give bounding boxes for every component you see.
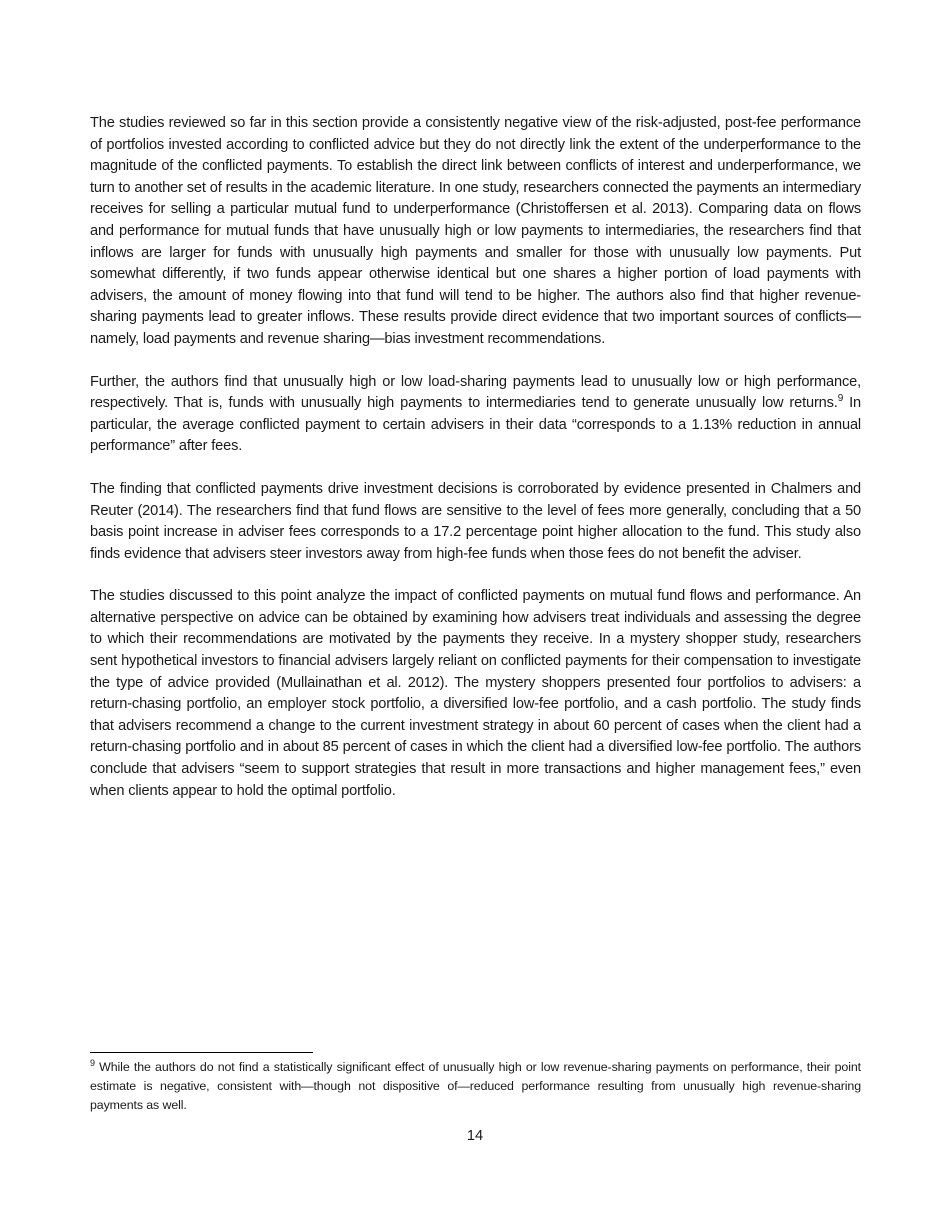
footnote-divider	[90, 1052, 313, 1053]
paragraph-2-text-before: Further, the authors find that unusually high or low load-sharing payments lead to unusually low or high performance, respectively. That is, funds with unusually high payments to intermediaries tend to generate unusually low returns.	[90, 373, 861, 412]
footnote-number: 9	[90, 1058, 95, 1068]
footnote-text: While the authors do not find a statistically significant effect of unusually high or low revenue-sharing payments on performance, their point estimate is negative, consistent with—though not dispositive of—reduced performance resulting from unusually high revenue-sharing payments as well.	[90, 1060, 861, 1112]
paragraph-2-text-after: In particular, the average conflicted payment to certain advisers in their data “corresponds to a 1.13% reduction in annual performance” after fees.	[90, 395, 862, 455]
paragraph-2	[90, 372, 861, 458]
paragraph-4: The studies discussed to this point analyze the impact of conflicted payments on mutual fund flows and performance. An alternative perspective on advice can be obtained by examining how advisers treat individuals and assessing the degree to which their recommendations are motivated by the payments they receive. In a mystery shopper study, researchers sent hypothetical investors to financial advisers largely reliant on conflicted payments for their compensation to investigate the type of advice provided (Mullainathan et al. 2012). The mystery shoppers presented four portfolios to advisers: a return-chasing portfolio, an employer stock portfolio, a diversified low-fee portfolio, and a cash portfolio. The study finds that advisers recommend a change to the current investment strategy in about 60 percent of cases when the client had a return-chasing portfolio and in about 85 percent of cases in which the client had a diversified low-fee portfolio. The authors conclude that advisers “seem to support strategies that result in more transactions and higher management fees,” even when clients appear to hold the optimal portfolio.	[90, 588, 861, 799]
page-number: 14	[466, 1128, 484, 1144]
footnote-reference[interactable]: 9	[837, 393, 844, 405]
paragraph-1: The studies reviewed so far in this section provide a consistently negative view of the risk-adjusted, post-fee performance of portfolios invested according to conflicted advice but they do not directly link the extent of the underperformance to the magnitude of the conflicted payments. To establish the direct link between conflicts of interest and underperformance, we turn to another set of results in the academic literature. In one study, researchers connected the payments an intermediary receives for selling a particular mutual fund to underperformance (Christoffersen et al. 2013). Comparing data on flows and performance for mutual funds that have unusually high or low payments to intermediaries, the researchers find that inflows are larger for funds with unusually high payments and smaller for those with unusually low payments. Put somewhat differently, if two funds appear otherwise identical but one shares a higher portion of load payments with advisers, the amount of money flowing into that fund will tend to be higher. The authors also find that higher revenue-sharing payments lead to greater inflows. These results provide direct evidence that two important sources of conflicts—namely, load payments and revenue sharing—bias investment recommendations.	[90, 115, 861, 347]
paragraph-3: The finding that conflicted payments drive investment decisions is corroborated by evidence presented in Chalmers and Reuter (2014). The researchers find that fund flows are sensitive to the level of fees more generally, concluding that a 50 basis point increase in adviser fees corresponds to a 17.2 percentage point higher allocation to the fund. This study also finds evidence that advisers steer investors away from high-fee funds when those fees do not benefit the adviser.	[90, 480, 861, 562]
body-text	[90, 113, 861, 823]
footnote	[90, 1058, 861, 1115]
